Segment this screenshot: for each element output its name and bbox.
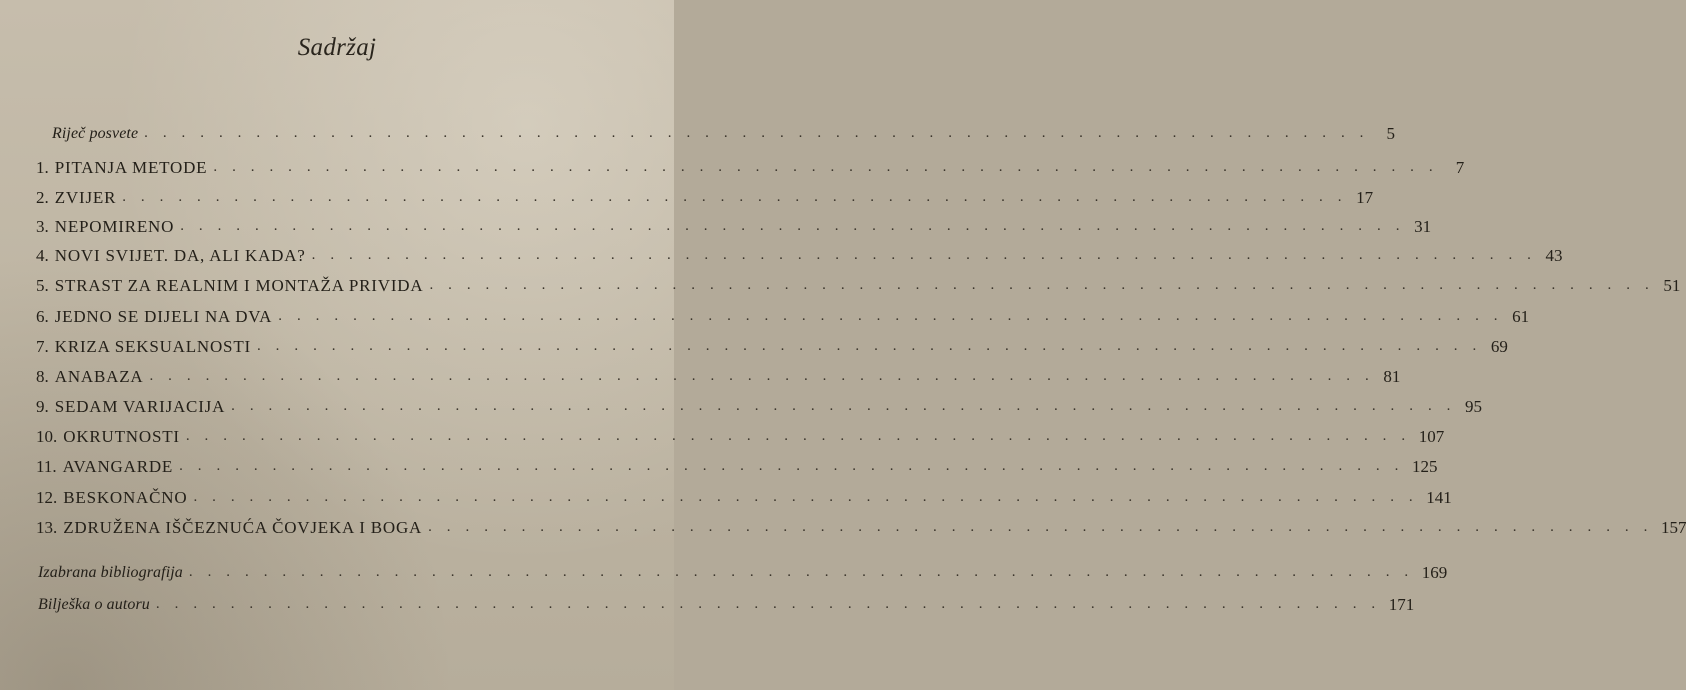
toc-entry-chapter-4	[36, 236, 1563, 265]
toc-entry-chapter-13	[36, 508, 1686, 537]
toc-entry-label: ZVIJER	[54, 188, 117, 207]
toc-entry-label: JEDNO SE DIJELI NA DVA	[54, 307, 273, 326]
dot-leader: . . . . . . . . . . . . . . . . . . . . . . . . . . . . . . . . . . . . . . . . . . . . . . . . . . . . . . . . . . . . . . . . . .	[180, 218, 1406, 234]
toc-entry-label: STRAST ZA REALNIM I MONTAŽA PRIVIDA	[54, 276, 424, 295]
toc-entry-bibliography	[38, 553, 1448, 582]
dot-leader: . . . . . . . . . . . . . . . . . . . . . . . . . . . . . . . . . . . . . . . . . . . . . . . . . . . . . . . . . . . . . . . . . .	[122, 189, 1348, 205]
page-title: Sadržaj	[297, 34, 377, 61]
toc-entry-page: 81	[1383, 367, 1401, 386]
toc-entry-label: KRIZA SEKSUALNOSTI	[54, 337, 251, 356]
dot-leader: . . . . . . . . . . . . . . . . . . . . . . . . . . . . . . . . . . . . . . . . . . . . . . . . . . . . . . . . . . . . . . . . . .	[311, 247, 1537, 263]
toc-entry-page: 69	[1490, 337, 1508, 356]
toc-entry-chapter-2	[36, 178, 1374, 207]
toc-entry-label: OKRUTNOSTI	[63, 427, 180, 446]
dot-leader: . . . . . . . . . . . . . . . . . . . . . . . . . . . . . . . . . . . . . . . . . . . . . . . . . . . . . . . . . . . . . . . . . .	[213, 159, 1439, 175]
toc-entry-label: ZDRUŽENA IŠČEZNUĆA ČOVJEKA I BOGA	[63, 518, 423, 537]
dot-leader: . . . . . . . . . . . . . . . . . . . . . . . . . . . . . . . . . . . . . . . . . . . . . . . . . . . . . . . . . . . . . . . . . .	[278, 308, 1504, 324]
toc-entry-chapter-7	[36, 327, 1508, 356]
toc-entry-label: Bilješka o autoru	[38, 596, 150, 613]
toc-entry-number: 12.	[36, 488, 58, 507]
toc-entry-page: 125	[1411, 457, 1438, 476]
toc-entry-number: 4.	[36, 246, 49, 265]
toc-entry-number: 6.	[36, 307, 49, 326]
toc-entry-page: 169	[1421, 563, 1448, 582]
dot-leader: . . . . . . . . . . . . . . . . . . . . . . . . . . . . . . . . . . . . . . . . . . . . . . . . . . . . . . . . . . . . . . . . . .	[185, 428, 1411, 444]
dot-leader: . . . . . . . . . . . . . . . . . . . . . . . . . . . . . . . . . . . . . . . . . . . . . . . . . . . . . . . . . . . . . . . . . .	[256, 338, 1482, 354]
toc-entry-chapter-11	[36, 447, 1438, 476]
toc-entry-page: 5	[1386, 124, 1396, 143]
toc-entry-number: 9.	[36, 397, 49, 416]
toc-entry-page: 157	[1660, 518, 1686, 537]
dot-leader: . . . . . . . . . . . . . . . . . . . . . . . . . . . . . . . . . . . . . . . . . . . . . . . . . . . . . . . . . . . . . . . . . .	[144, 125, 1370, 141]
toc-entry-label: PITANJA METODE	[54, 158, 208, 177]
toc-entry-label: NOVI SVIJET. DA, ALI KADA?	[54, 246, 306, 265]
dot-leader: . . . . . . . . . . . . . . . . . . . . . . . . . . . . . . . . . . . . . . . . . . . . . . . . . . . . . . . . . . . . . . . . . .	[193, 489, 1419, 505]
dot-leader: . . . . . . . . . . . . . . . . . . . . . . . . . . . . . . . . . . . . . . . . . . . . . . . . . . . . . . . . . . . . . . . . . .	[155, 596, 1381, 612]
dot-leader: . . . . . . . . . . . . . . . . . . . . . . . . . . . . . . . . . . . . . . . . . . . . . . . . . . . . . . . . . . . . . . . . . .	[179, 458, 1404, 474]
toc-entry-chapter-9	[36, 387, 1483, 416]
toc-entry-page: 31	[1414, 217, 1432, 236]
toc-entry-number: 7.	[36, 337, 49, 356]
dot-leader: . . . . . . . . . . . . . . . . . . . . . . . . . . . . . . . . . . . . . . . . . . . . . . . . . . . . . . . . . . . . . . . . . .	[231, 398, 1457, 414]
toc-entry-chapter-5	[36, 266, 1681, 295]
toc-entry-number: 1.	[36, 158, 49, 177]
toc-entry-label: BESKONAČNO	[63, 488, 188, 507]
dot-leader: . . . . . . . . . . . . . . . . . . . . . . . . . . . . . . . . . . . . . . . . . . . . . . . . . . . . . . . . . . . . . . . . . .	[428, 519, 1653, 535]
toc-entry-number: 11.	[36, 457, 57, 476]
toc-entry-page: 61	[1512, 307, 1530, 326]
toc-entry-chapter-3	[36, 207, 1432, 236]
toc-entry-chapter-6	[36, 297, 1530, 326]
toc-entry-page: 17	[1356, 188, 1374, 207]
toc-entry-page: 141	[1426, 488, 1452, 507]
toc-entry-page: 95	[1465, 397, 1483, 416]
toc-entry-label: AVANGARDE	[62, 457, 174, 476]
toc-entry-number: 8.	[36, 367, 49, 386]
toc-entry-page: 7	[1455, 158, 1465, 177]
dot-leader: . . . . . . . . . . . . . . . . . . . . . . . . . . . . . . . . . . . . . . . . . . . . . . . . . . . . . . . . . . . . . . . . . .	[149, 368, 1375, 384]
toc-entry-number: 3.	[36, 217, 49, 236]
toc-entry-dedication	[52, 114, 1396, 143]
toc-entry-about-author	[38, 585, 1415, 614]
toc-entry-label: Izabrana bibliografija	[38, 564, 183, 581]
toc-entry-label: ANABAZA	[54, 367, 144, 386]
toc-entry-page: 43	[1545, 246, 1563, 265]
toc-entry-label: NEPOMIRENO	[54, 217, 175, 236]
toc-entry-number: 10.	[36, 427, 58, 446]
toc-entry-number: 13.	[36, 518, 58, 537]
dot-leader: . . . . . . . . . . . . . . . . . . . . . . . . . . . . . . . . . . . . . . . . . . . . . . . . . . . . . . . . . . . . . . . . . .	[429, 277, 1655, 293]
toc-entry-chapter-12	[36, 478, 1452, 507]
toc-entry-page: 171	[1388, 595, 1415, 614]
toc-entry-label: Riječ posvete	[52, 125, 139, 142]
toc-entry-number: 5.	[36, 276, 49, 295]
toc-entry-page: 107	[1418, 427, 1445, 446]
toc-entry-number: 2.	[36, 188, 49, 207]
toc-entry-label: SEDAM VARIJACIJA	[54, 397, 226, 416]
dot-leader: . . . . . . . . . . . . . . . . . . . . . . . . . . . . . . . . . . . . . . . . . . . . . . . . . . . . . . . . . . . . . . . . . .	[188, 564, 1414, 580]
toc-entry-page: 51	[1663, 276, 1681, 295]
toc-entry-chapter-8	[36, 357, 1401, 386]
toc-entry-chapter-1	[36, 148, 1465, 177]
toc-entry-chapter-10	[36, 417, 1445, 446]
